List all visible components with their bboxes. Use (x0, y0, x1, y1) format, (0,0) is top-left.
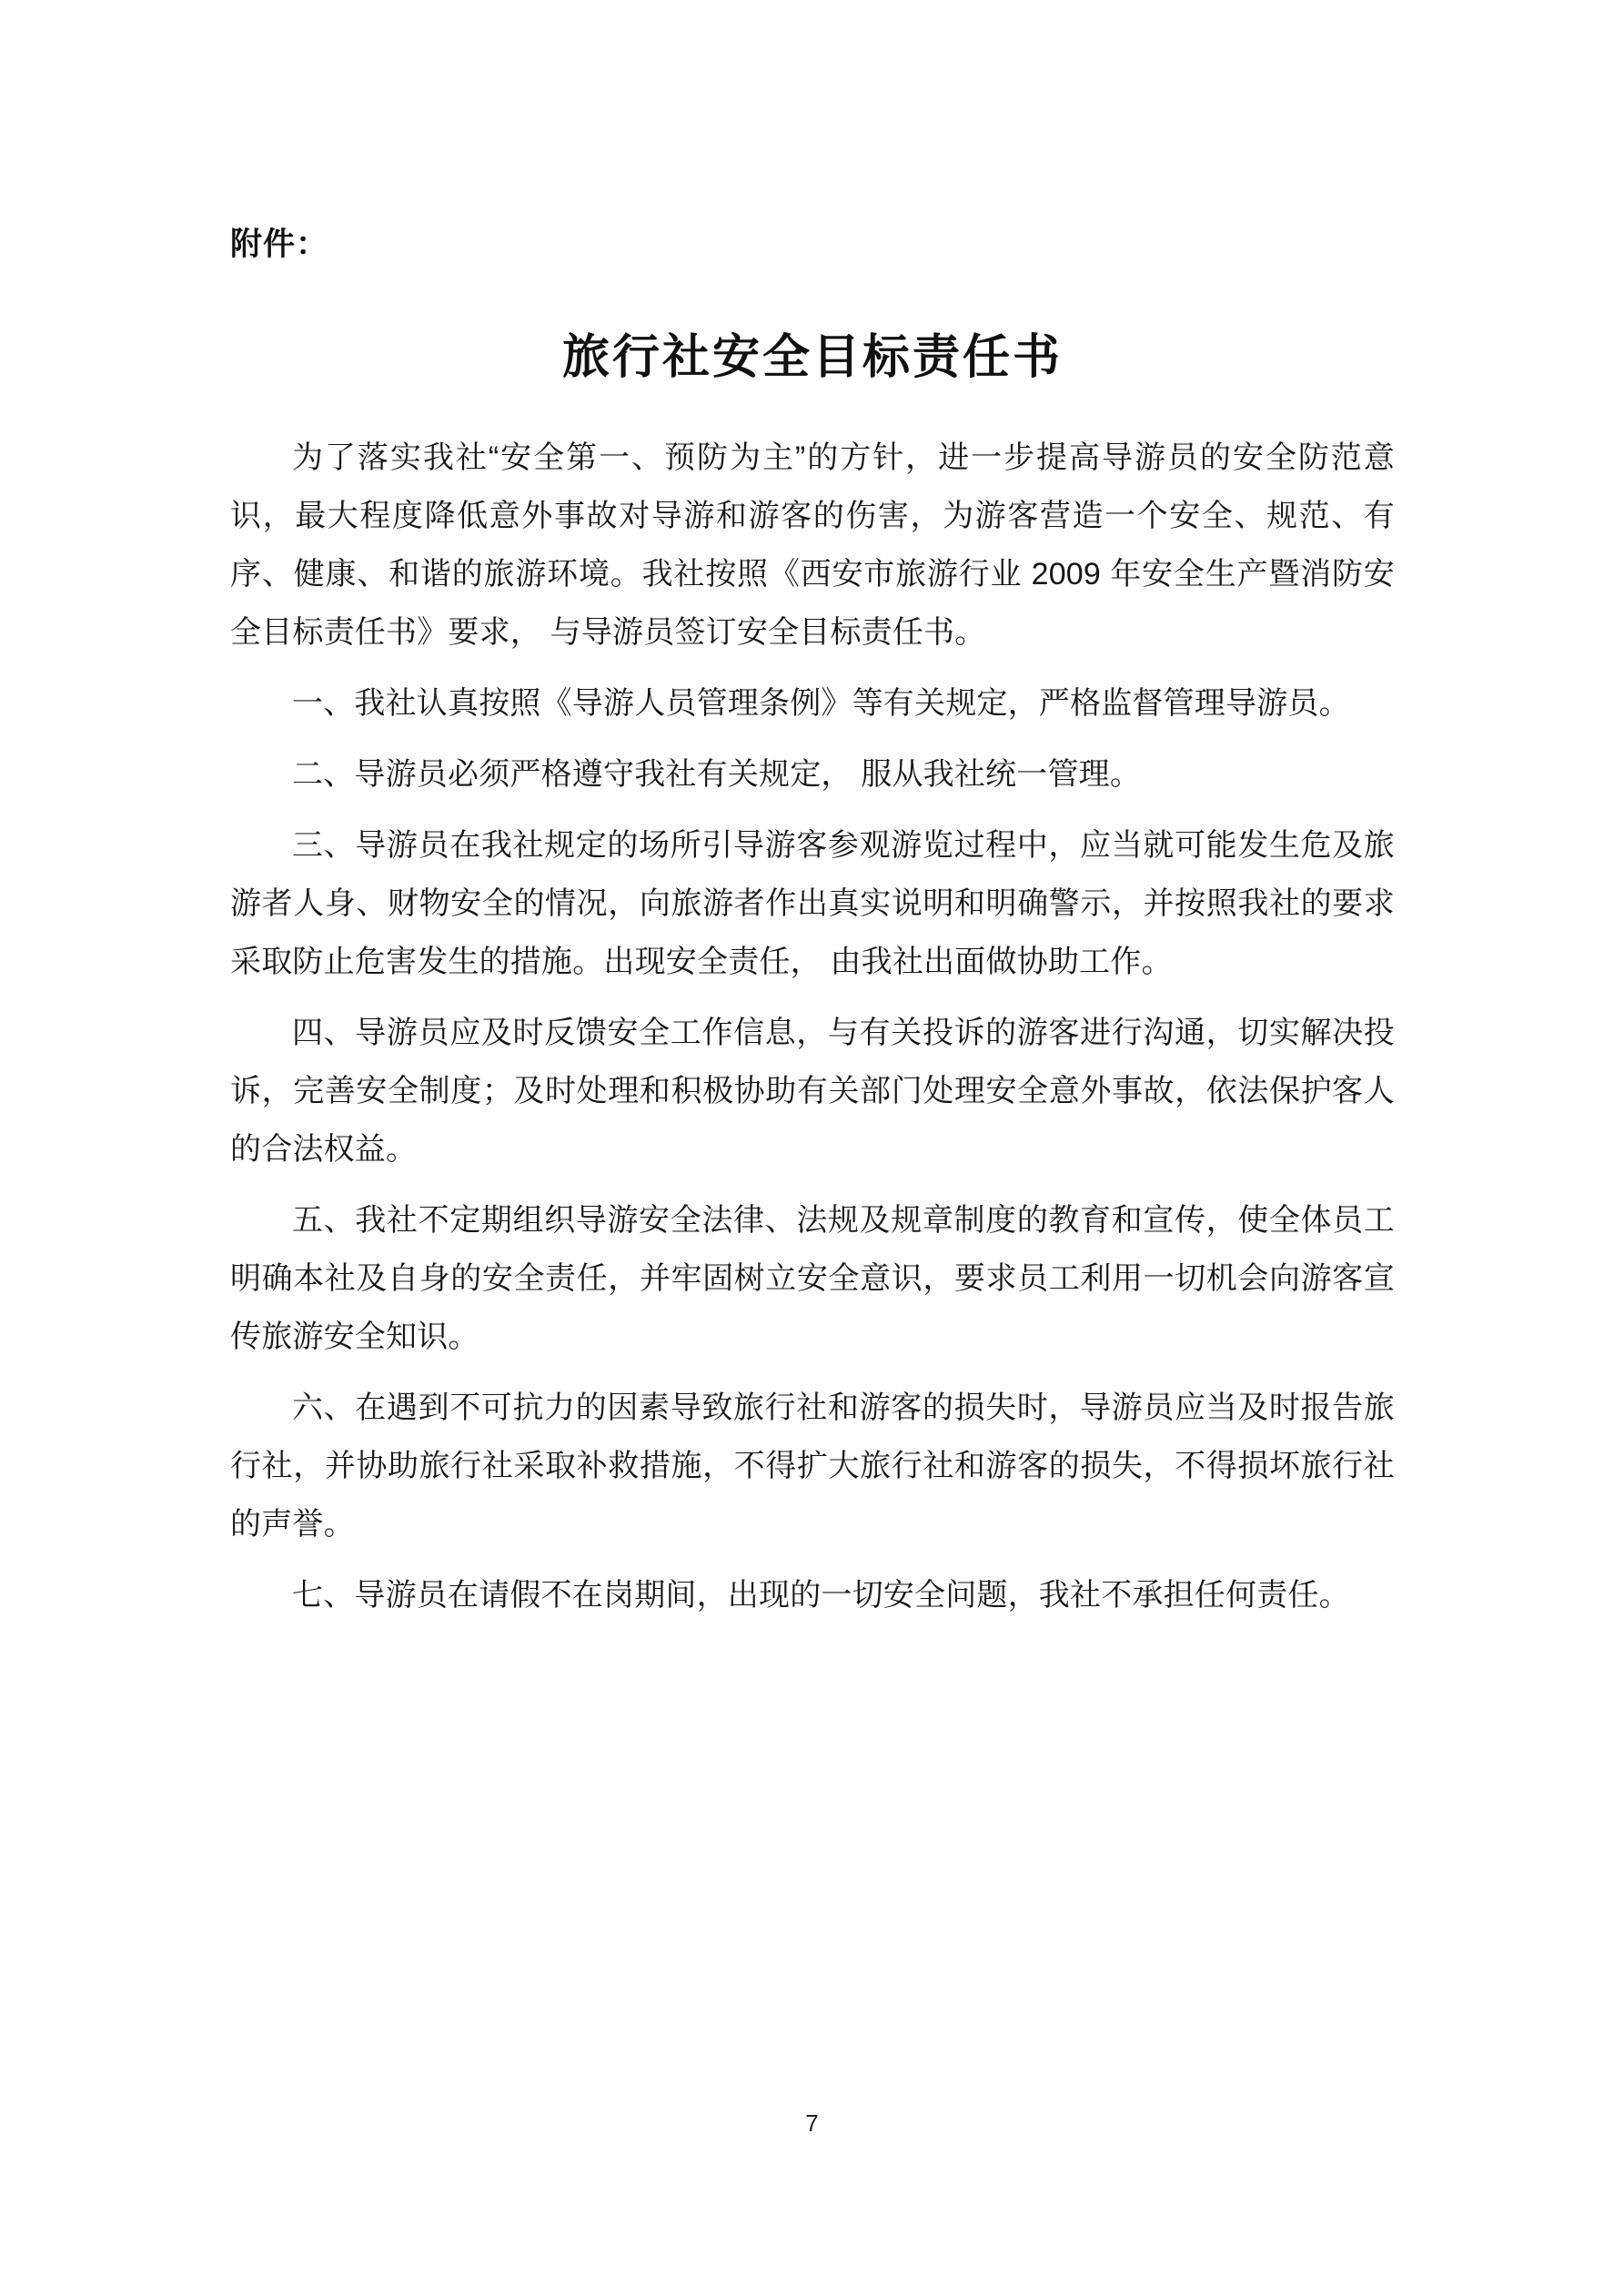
paragraph-clause-7: 七、导游员在请假不在岗期间，出现的一切安全问题，我社不承担任何责任。 (292, 1578, 1350, 1613)
paragraph-clause-6: 六、在遇到不可抗力的因素导致旅行社和游客的损失时，导游员应当及时报告旅行社，并协助旅行社采取补救措施，不得扩大旅行社和游客的损失，不得损坏旅行社的声誉。 (230, 1391, 1395, 1542)
page-title: 旅行社安全目标责任书 (561, 331, 1063, 384)
paragraph-clause-2: 二、导游员必须严格遵守我社有关规定， 服从我社统一管理。 (292, 757, 1142, 792)
paragraph-clause-1: 一、我社认真按照《导游人员管理条例》等有关规定，严格监督管理导游员。 (292, 686, 1350, 721)
page-number: 7 (805, 2109, 819, 2137)
attachment-label: 附件： (230, 227, 329, 262)
paragraph-clause-4: 四、导游员应及时反馈安全工作信息，与有关投诉的游客进行沟通，切实解决投诉，完善安全制度；及时处理和积极协助有关部门处理安全意外事故，依法保护客人的合法权益。 (230, 1016, 1395, 1167)
paragraph-clause-3: 三、导游员在我社规定的场所引导游客参观游览过程中，应当就可能发生危及旅游者人身、财物安全的情况，向旅游者作出真实说明和明确警示，并按照我社的要求采取防止危害发生的措施。出现安全责任， 由我社出面做协助工作。 (230, 828, 1395, 979)
paragraph-intro: 为了落实我社“安全第一、预防为主”的方针，进一步提高导游员的安全防范意识，最大程度降低意外事故对导游和游客的伤害，为游客营造一个安全、规范、有序、健康、和谐的旅游环境。我社按照《西安市旅游行业 2009 年安全生产暨消防安全目标责任书》要求， 与导游员签订安全目标责任书。 (230, 440, 1395, 650)
document-body (230, 226, 1395, 1624)
paragraph-clause-5: 五、我社不定期组织导游安全法律、法规及规章制度的教育和宣传，使全体员工明确本社及自身的安全责任，并牢固树立安全意识，要求员工利用一切机会向游客宣传旅游安全知识。 (230, 1203, 1395, 1354)
